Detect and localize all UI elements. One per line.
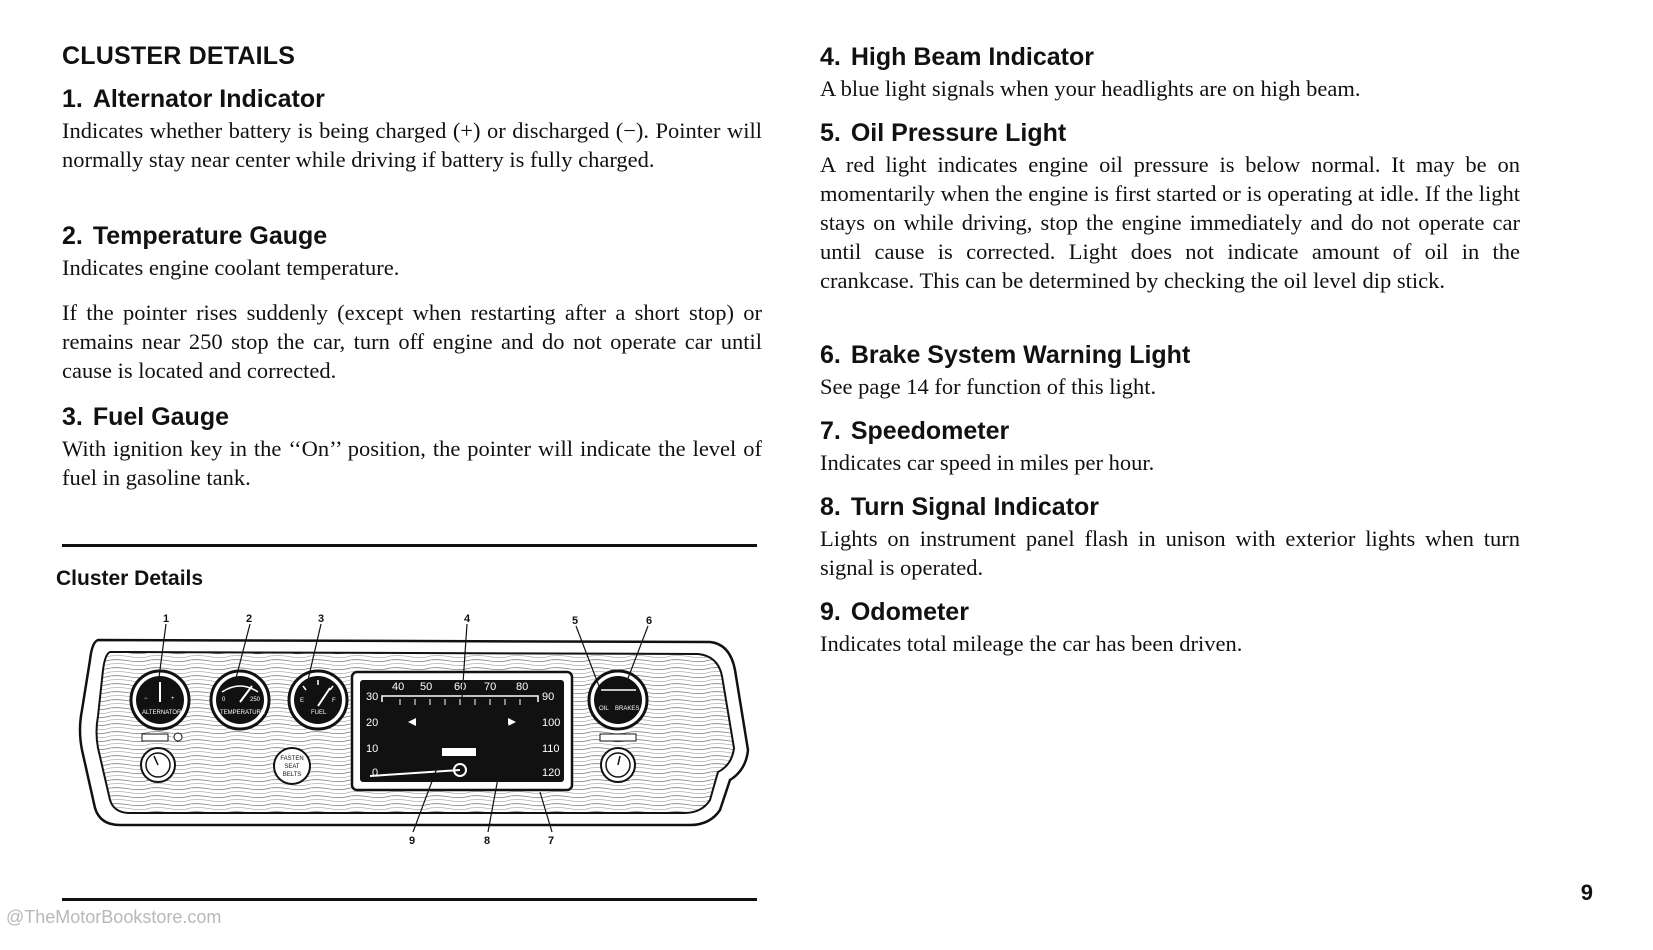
section-number: 5. bbox=[820, 119, 841, 147]
section-body: Indicates car speed in miles per hour. bbox=[820, 450, 1155, 475]
speed-110: 110 bbox=[542, 743, 560, 755]
fuel-gauge bbox=[289, 671, 347, 729]
watermark: @TheMotorBookstore.com bbox=[6, 907, 222, 927]
section-number: 4. bbox=[820, 43, 841, 71]
cluster-diagram bbox=[70, 610, 760, 850]
speed-10: 10 bbox=[366, 743, 379, 755]
section-odometer bbox=[820, 597, 1520, 658]
seat-belt-text-1: FASTEN bbox=[280, 756, 304, 762]
section-heading bbox=[820, 416, 1520, 446]
section-body: Indicates engine coolant temperature. bbox=[62, 255, 400, 280]
page-number: 9 bbox=[1580, 880, 1593, 905]
temperature-label: TEMPERATURE bbox=[220, 710, 265, 716]
section-heading bbox=[820, 42, 1520, 72]
callout-2: 2 bbox=[246, 613, 253, 625]
section-high-beam-indicator bbox=[820, 42, 1520, 103]
speed-70: 70 bbox=[484, 681, 497, 693]
fuel-e-label: E bbox=[300, 698, 305, 704]
section-number: 1. bbox=[62, 85, 83, 113]
section-heading bbox=[820, 118, 1520, 148]
section-alternator-indicator bbox=[62, 84, 762, 174]
alternator-label: ALTERNATOR bbox=[142, 710, 182, 716]
fuel-f-label: F bbox=[332, 698, 336, 704]
section-title: Speedometer bbox=[850, 417, 1010, 445]
brakes-label: BRAKES bbox=[615, 706, 640, 712]
section-heading bbox=[62, 221, 762, 251]
temp-low-label: 0 bbox=[222, 697, 226, 703]
section-body-2: If the pointer rises suddenly (except when restarting after a short stop) or remains near 250 stop the car, turn off engine and do not operate car until cause is located and corrected. bbox=[62, 300, 762, 383]
section-number: 8. bbox=[820, 493, 841, 521]
section-heading bbox=[820, 340, 1520, 370]
speed-60: 60 bbox=[454, 681, 467, 693]
section-title: Odometer bbox=[850, 598, 969, 626]
speed-20: 20 bbox=[366, 717, 379, 729]
speed-40: 40 bbox=[392, 681, 405, 693]
section-number: 9. bbox=[820, 598, 841, 626]
page-title: CLUSTER DETAILS bbox=[62, 42, 296, 70]
fuel-label: FUEL bbox=[311, 710, 327, 716]
section-heading bbox=[62, 84, 762, 114]
speed-100: 100 bbox=[542, 717, 561, 729]
section-fuel-gauge bbox=[62, 402, 762, 492]
right-knob bbox=[600, 734, 636, 782]
callout-5: 5 bbox=[572, 615, 579, 627]
section-title: Alternator Indicator bbox=[92, 85, 325, 113]
section-brake-system-warning-light bbox=[820, 340, 1520, 401]
speed-90: 90 bbox=[542, 691, 555, 703]
alt-minus-label: − bbox=[144, 696, 148, 702]
alt-plus-label: + bbox=[171, 696, 175, 702]
section-body: Lights on instrument panel flash in unison with exterior lights when turn signal is operated. bbox=[820, 526, 1520, 580]
section-heading bbox=[820, 492, 1520, 522]
section-title: Fuel Gauge bbox=[92, 403, 229, 431]
top-rule bbox=[62, 544, 757, 547]
section-body: Indicates whether battery is being charged (+) or discharged (−). Pointer will normally stay near center while driving if battery is fully charged. bbox=[62, 118, 762, 172]
callout-8: 8 bbox=[484, 835, 491, 847]
section-number: 2. bbox=[62, 222, 83, 250]
section-temperature-gauge bbox=[62, 221, 762, 385]
section-heading bbox=[820, 597, 1520, 627]
temp-high-label: 250 bbox=[250, 697, 261, 703]
oil-label: OIL bbox=[599, 706, 609, 712]
section-body: A red light indicates engine oil pressure is below normal. It may be on momentarily when the engine is first started or is operating at idle. If the light stays on while driving, stop the engine immediately and do not operate car until cause is corrected. Light does not indicate amount of oil in the crankcase. This can be determined by checking the oil level dip stick. bbox=[820, 152, 1520, 293]
section-body: See page 14 for function of this light. bbox=[820, 374, 1157, 399]
callout-9: 9 bbox=[409, 835, 416, 847]
odometer-window bbox=[442, 748, 476, 756]
temperature-gauge bbox=[211, 671, 269, 729]
section-title: High Beam Indicator bbox=[850, 43, 1094, 71]
oil-brakes-lights bbox=[589, 671, 647, 729]
section-oil-pressure-light bbox=[820, 118, 1520, 295]
section-turn-signal-indicator bbox=[820, 492, 1520, 582]
callout-6: 6 bbox=[646, 615, 653, 627]
section-number: 3. bbox=[62, 403, 83, 431]
section-title: Oil Pressure Light bbox=[850, 119, 1067, 147]
callout-3: 3 bbox=[318, 613, 325, 625]
callout-7: 7 bbox=[548, 835, 555, 847]
section-speedometer bbox=[820, 416, 1520, 477]
section-body: With ignition key in the ‘‘On’’ position, the pointer will indicate the level of fuel in gasoline tank. bbox=[62, 436, 762, 490]
speed-120: 120 bbox=[542, 767, 561, 779]
section-number: 7. bbox=[820, 417, 841, 445]
speed-50: 50 bbox=[420, 681, 433, 693]
speed-80: 80 bbox=[516, 681, 529, 693]
seat-belt-light bbox=[274, 748, 310, 784]
section-number: 6. bbox=[820, 341, 841, 369]
section-body: Indicates total mileage the car has been driven. bbox=[820, 631, 1243, 656]
bottom-rule bbox=[62, 898, 757, 901]
section-title: Temperature Gauge bbox=[92, 222, 328, 250]
speed-0: 0 bbox=[372, 767, 379, 779]
callout-1: 1 bbox=[163, 613, 170, 625]
callout-4: 4 bbox=[464, 613, 471, 625]
alternator-gauge bbox=[131, 671, 189, 729]
seat-belt-text-2: SEAT bbox=[284, 764, 300, 770]
section-title: Brake System Warning Light bbox=[850, 341, 1191, 369]
section-title: Turn Signal Indicator bbox=[850, 493, 1100, 521]
figure-caption: Cluster Details bbox=[56, 567, 204, 590]
speed-30: 30 bbox=[366, 691, 379, 703]
section-body: A blue light signals when your headlights are on high beam. bbox=[820, 76, 1361, 101]
section-heading bbox=[62, 402, 762, 432]
seat-belt-text-3: BELTS bbox=[282, 772, 302, 778]
